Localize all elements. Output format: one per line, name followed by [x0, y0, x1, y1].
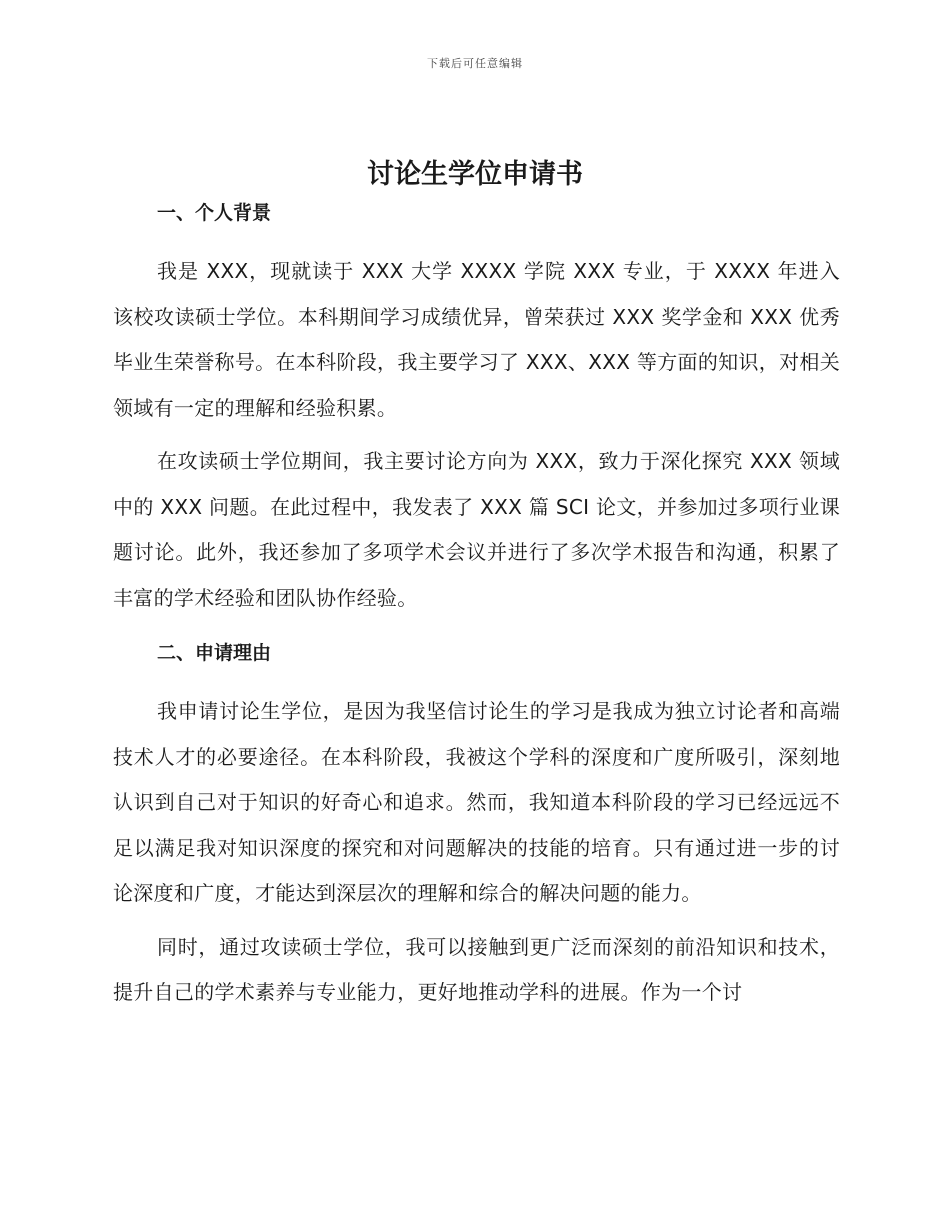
section-heading-personal-background: 一、个人背景: [157, 202, 272, 224]
paragraph-background-2: 在攻读硕士学位期间，我主要讨论方向为 XXX，致力于深化探究 XXX 领域中的 XXX 问题。在此过程中，我发表了 XXX 篇 SCI 论文，并参加过多项行业课题讨论。此外，我还参加了多项学术会议并进行了多次学术报告和沟通，积累了丰富的学术经验和团队协作经验。: [113, 449, 840, 610]
paragraph-reasons-1: 我申请讨论生学位，是因为我坚信讨论生的学习是我成为独立讨论者和高端技术人才的必要途径。在本科阶段，我被这个学科的深度和广度所吸引，深刻地认识到自己对于知识的好奇心和追求。然而，我知道本科阶段的学习已经远远不足以满足我对知识深度的探究和对问题解决的技能的培育。只有通过进一步的讨论深度和广度，才能达到深层次的理解和综合的解决问题的能力。: [113, 699, 840, 905]
section-heading-application-reasons: 二、申请理由: [157, 642, 272, 664]
paragraph-reasons-2: 同时，通过攻读硕士学位，我可以接触到更广泛而深刻的前沿知识和技术，提升自己的学术素养与专业能力，更好地推动学科的进展。作为一个讨: [113, 934, 840, 1004]
document-body: [113, 197, 840, 1016]
paragraph-background-1: 我是 XXX，现就读于 XXX 大学 XXXX 学院 XXX 专业，于 XXXX 年进入该校攻读硕士学位。本科期间学习成绩优异，曾荣获过 XXX 奖学金和 XXX 优秀毕业生荣誉称号。在本科阶段，我主要学习了 XXX、XXX 等方面的知识，对相关领域有一定的理解和经验积累。: [113, 259, 840, 420]
document-title: 讨论生学位申请书: [367, 159, 583, 190]
header-note: 下载后可任意编辑: [427, 57, 523, 70]
